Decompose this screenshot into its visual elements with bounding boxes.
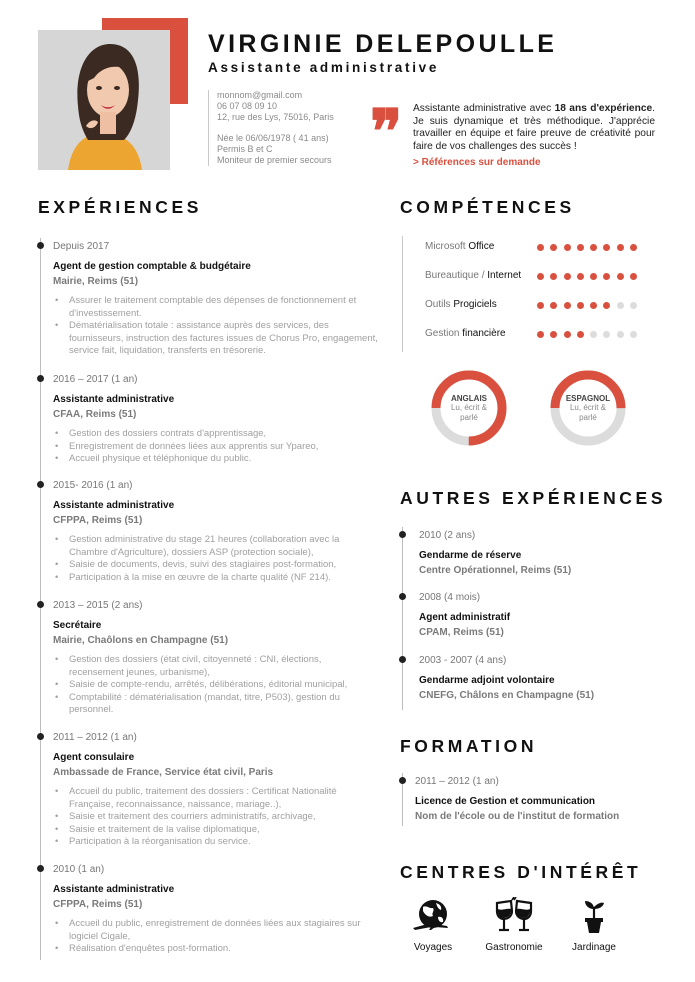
experience-bullet: • Saisie de compte-rendu, arrêtés, délibérations, éditorial municipal, xyxy=(53,679,378,692)
rating-dot-filled xyxy=(603,302,610,309)
quote-icon: ❞ xyxy=(370,97,403,167)
profile-photo xyxy=(38,30,170,170)
experience-bullet: • Comptabilité : dématérialisation (mandat, titre, P503), gestion du personnel. xyxy=(53,692,378,717)
timeline-dot xyxy=(399,777,406,784)
experience-date: 2010 (1 an) xyxy=(53,864,105,875)
interest-item xyxy=(469,897,559,953)
rating-dot-filled xyxy=(550,244,557,251)
experience-bullet: • Participation à la mise en œuvre de la charte qualité (NF 214). xyxy=(53,572,378,585)
experience-title: Assistante administrative xyxy=(53,884,175,895)
experience-bullet: • Accueil du public, traitement des dossiers : Certificat Nationalité Française, reconnaissance, naissance, mariage..), xyxy=(53,786,378,811)
rating-dot-filled xyxy=(537,273,544,280)
language-level: Lu, écrit & xyxy=(569,403,606,412)
skill-name: Gestion financière xyxy=(425,328,506,339)
contact-block xyxy=(208,90,348,166)
experience-place: CFPPA, Reims (51) xyxy=(53,899,143,910)
timeline-dot xyxy=(37,601,44,608)
experience-title: Assistante administrative xyxy=(53,394,175,405)
experience-bullets xyxy=(53,428,378,466)
education-title: FORMATION xyxy=(400,736,538,756)
experience-title: Assistante administrative xyxy=(53,500,175,511)
rating-dot-empty xyxy=(590,331,597,338)
timeline-dot xyxy=(37,733,44,740)
email-text[interactable]: monnom@gmail.com xyxy=(217,90,303,100)
experience-entry xyxy=(53,600,378,717)
skill-name: Microsoft Office xyxy=(425,241,495,252)
experience-entry xyxy=(53,732,378,849)
rating-dot-filled xyxy=(603,244,610,251)
experience-place: Mairie, Chaôlons en Champagne (51) xyxy=(53,635,229,646)
rating-dot-filled xyxy=(550,273,557,280)
experience-bullet: • Gestion administrative du stage 21 heures (collaboration avec la Chambre d'Agriculture), dossiers ASP (protection sociale), xyxy=(53,534,378,559)
experience-bullet: • Assurer le traitement comptable des dépenses de fonctionnement et d'investissement. xyxy=(53,295,378,320)
globe-plane-icon xyxy=(388,897,478,935)
experience-date: 2013 – 2015 (2 ans) xyxy=(53,600,143,611)
other-experiences-timeline xyxy=(402,527,403,710)
experience-bullets xyxy=(53,918,378,956)
experience-bullet: • Accueil du public, enregistrement de données liées aux stagiaires sur logiciel Cigale, xyxy=(53,918,378,943)
rating-dot-filled xyxy=(577,302,584,309)
other-experiences-title: AUTRES EXPÉRIENCES xyxy=(400,488,667,508)
language-gauge xyxy=(549,369,627,447)
skill-name-strong: Progiciels xyxy=(453,299,497,310)
rating-dot-filled xyxy=(564,244,571,251)
phone-text: 06 07 08 09 10 xyxy=(217,101,278,111)
experience-bullet: • Saisie et traitement des courriers administratifs, archivage, xyxy=(53,811,378,824)
interest-item xyxy=(388,897,478,953)
other-experience-entry xyxy=(419,655,659,701)
timeline-dot xyxy=(37,375,44,382)
language-label xyxy=(430,394,508,423)
experience-bullet: • Gestion des dossiers (état civil, citoyenneté : CNI, élections, recensement jeunes, urbanisme), xyxy=(53,654,378,679)
experience-title: Secrétaire xyxy=(53,620,102,631)
skill-name: Outils Progiciels xyxy=(425,299,497,310)
education-title: Licence de Gestion et communication xyxy=(415,796,596,807)
other-experience-date: 2008 (4 mois) xyxy=(419,592,481,603)
rating-dot-empty xyxy=(603,331,610,338)
experience-bullet: • Saisie et traitement de la valise diplomatique, xyxy=(53,824,378,837)
intro-highlight: 18 ans d'expérience xyxy=(554,103,653,114)
language-name: ESPAGNOL xyxy=(565,394,611,403)
experience-entry xyxy=(53,480,378,584)
experience-place: Mairie, Reims (51) xyxy=(53,276,139,287)
skill-name: Bureautique / Internet xyxy=(425,270,522,281)
experience-place: Ambassade de France, Service état civil, Paris xyxy=(53,767,274,778)
experience-entry xyxy=(53,864,378,956)
skill-rating xyxy=(537,244,643,251)
rating-dot-filled xyxy=(603,273,610,280)
experience-place: CFAA, Reims (51) xyxy=(53,409,137,420)
experience-date: 2011 – 2012 (1 an) xyxy=(53,732,137,743)
experience-bullets xyxy=(53,786,378,849)
other-experience-title: Gendarme adjoint volontaire xyxy=(419,675,555,686)
timeline-dot xyxy=(37,865,44,872)
rating-dot-empty xyxy=(617,302,624,309)
skills-title: COMPÉTENCES xyxy=(400,197,575,217)
language-label xyxy=(549,394,627,423)
education-place: Nom de l'école ou de l'institut de formation xyxy=(415,811,620,822)
other-experience-date: 2010 (2 ans) xyxy=(419,530,476,541)
rating-dot-filled xyxy=(617,273,624,280)
experience-bullet: • Réalisation d'enquêtes post-formation. xyxy=(53,943,378,956)
other-experience-title: Agent administratif xyxy=(419,612,511,623)
job-title: Assistante administrative xyxy=(208,60,440,75)
rating-dot-filled xyxy=(537,244,544,251)
candidate-name: VIRGINIE DELEPOULLE xyxy=(208,30,558,58)
rating-dot-filled xyxy=(590,302,597,309)
rating-dot-empty xyxy=(630,331,637,338)
skill-rating xyxy=(537,273,643,280)
experience-bullets xyxy=(53,534,378,584)
skills-list xyxy=(402,236,642,352)
intro-text: Assistante administrative avec 18 ans d'expérience. Je suis dynamique et très méthodique. J'apprécie travailler en équipe et faire preuve de créativité pour faire de vos challenges des succès ! xyxy=(413,103,655,152)
references-link[interactable]: > Références sur demande xyxy=(413,157,541,168)
interest-label: Jardinage xyxy=(572,942,616,953)
experiences-timeline xyxy=(40,238,41,960)
education-date: 2011 – 2012 (1 an) xyxy=(415,776,499,787)
other-experience-place: CNEFG, Châlons en Champagne (51) xyxy=(419,690,595,701)
other-experience-entry xyxy=(419,530,659,576)
experience-title: Agent de gestion comptable & budgétaire xyxy=(53,261,251,272)
other-experience-place: CPAM, Reims (51) xyxy=(419,627,504,638)
plant-pot-icon xyxy=(549,897,639,935)
extra-text: Moniteur de premier secours xyxy=(217,155,332,165)
skill-name-strong: Office xyxy=(468,241,495,252)
experiences-title: EXPÉRIENCES xyxy=(38,197,203,217)
other-experience-date: 2003 - 2007 (4 ans) xyxy=(419,655,507,666)
skill-rating xyxy=(537,302,643,309)
rating-dot-filled xyxy=(550,331,557,338)
language-level: Lu, écrit & xyxy=(450,403,487,412)
rating-dot-filled xyxy=(550,302,557,309)
skill-row xyxy=(403,236,642,265)
experience-place: CFPPA, Reims (51) xyxy=(53,515,143,526)
license-text: Permis B et C xyxy=(217,144,273,154)
language-gauge xyxy=(430,369,508,447)
education-entry xyxy=(415,776,655,822)
rating-dot-empty xyxy=(630,302,637,309)
experience-bullets xyxy=(53,654,378,717)
rating-dot-filled xyxy=(630,244,637,251)
address-text: 12, rue des Lys, 75016, Paris xyxy=(217,112,334,122)
skill-name-strong: Internet xyxy=(487,270,522,281)
experience-date: 2015- 2016 (1 an) xyxy=(53,480,133,491)
other-experience-entry xyxy=(419,592,659,638)
timeline-dot xyxy=(399,531,406,538)
rating-dot-filled xyxy=(564,273,571,280)
experience-entry xyxy=(53,241,378,358)
interest-label: Gastronomie xyxy=(485,942,543,953)
rating-dot-filled xyxy=(617,244,624,251)
experience-date: Depuis 2017 xyxy=(53,241,110,252)
rating-dot-filled xyxy=(564,331,571,338)
rating-dot-filled xyxy=(630,273,637,280)
birth-text: Née le 06/06/1978 ( 41 ans) xyxy=(217,133,329,143)
rating-dot-empty xyxy=(617,331,624,338)
wine-glasses-icon xyxy=(469,897,559,935)
other-experience-title: Gendarme de réserve xyxy=(419,550,522,561)
interest-label: Voyages xyxy=(413,942,453,953)
rating-dot-filled xyxy=(590,244,597,251)
skill-name-strong: financière xyxy=(462,328,506,339)
rating-dot-filled xyxy=(537,331,544,338)
other-experience-place: Centre Opérationnel, Reims (51) xyxy=(419,565,572,576)
language-name: ANGLAIS xyxy=(451,394,487,403)
experience-entry xyxy=(53,374,378,466)
rating-dot-filled xyxy=(590,273,597,280)
skill-rating xyxy=(537,331,643,338)
language-level: parlé xyxy=(460,413,478,422)
experience-bullet: • Participation à la réorganisation du service. xyxy=(53,836,378,849)
experience-bullet: • Accueil physique et téléphonique du public. xyxy=(53,453,378,466)
experience-bullet: • Gestion des dossiers contrats d'apprentissage, xyxy=(53,428,378,441)
rating-dot-filled xyxy=(564,302,571,309)
experience-bullet: • Enregistrement de données liées aux apprentis sur Ypareo, xyxy=(53,441,378,454)
experience-bullets xyxy=(53,295,378,358)
timeline-dot xyxy=(37,481,44,488)
experience-title: Agent consulaire xyxy=(53,752,135,763)
skill-row xyxy=(403,265,642,294)
experience-bullet: • Dématérialisation totale : assistance auprès des services, des fournisseurs, instruction des factures issues de Chorus Pro, engagement, service fait, liquidation, transferts en trésorerie. xyxy=(53,320,378,358)
experience-bullet: • Saisie de documents, devis, suivi des stagiaires post-formation, xyxy=(53,559,378,572)
timeline-dot xyxy=(399,656,406,663)
rating-dot-filled xyxy=(577,331,584,338)
language-level: parlé xyxy=(579,413,597,422)
timeline-dot xyxy=(37,242,44,249)
skill-row xyxy=(403,323,642,352)
rating-dot-filled xyxy=(577,244,584,251)
experience-date: 2016 – 2017 (1 an) xyxy=(53,374,138,385)
timeline-dot xyxy=(399,593,406,600)
rating-dot-filled xyxy=(537,302,544,309)
rating-dot-filled xyxy=(577,273,584,280)
interests-title: CENTRES D'INTÉRÊT xyxy=(400,862,642,882)
interest-item xyxy=(549,897,639,953)
skill-row xyxy=(403,294,642,323)
